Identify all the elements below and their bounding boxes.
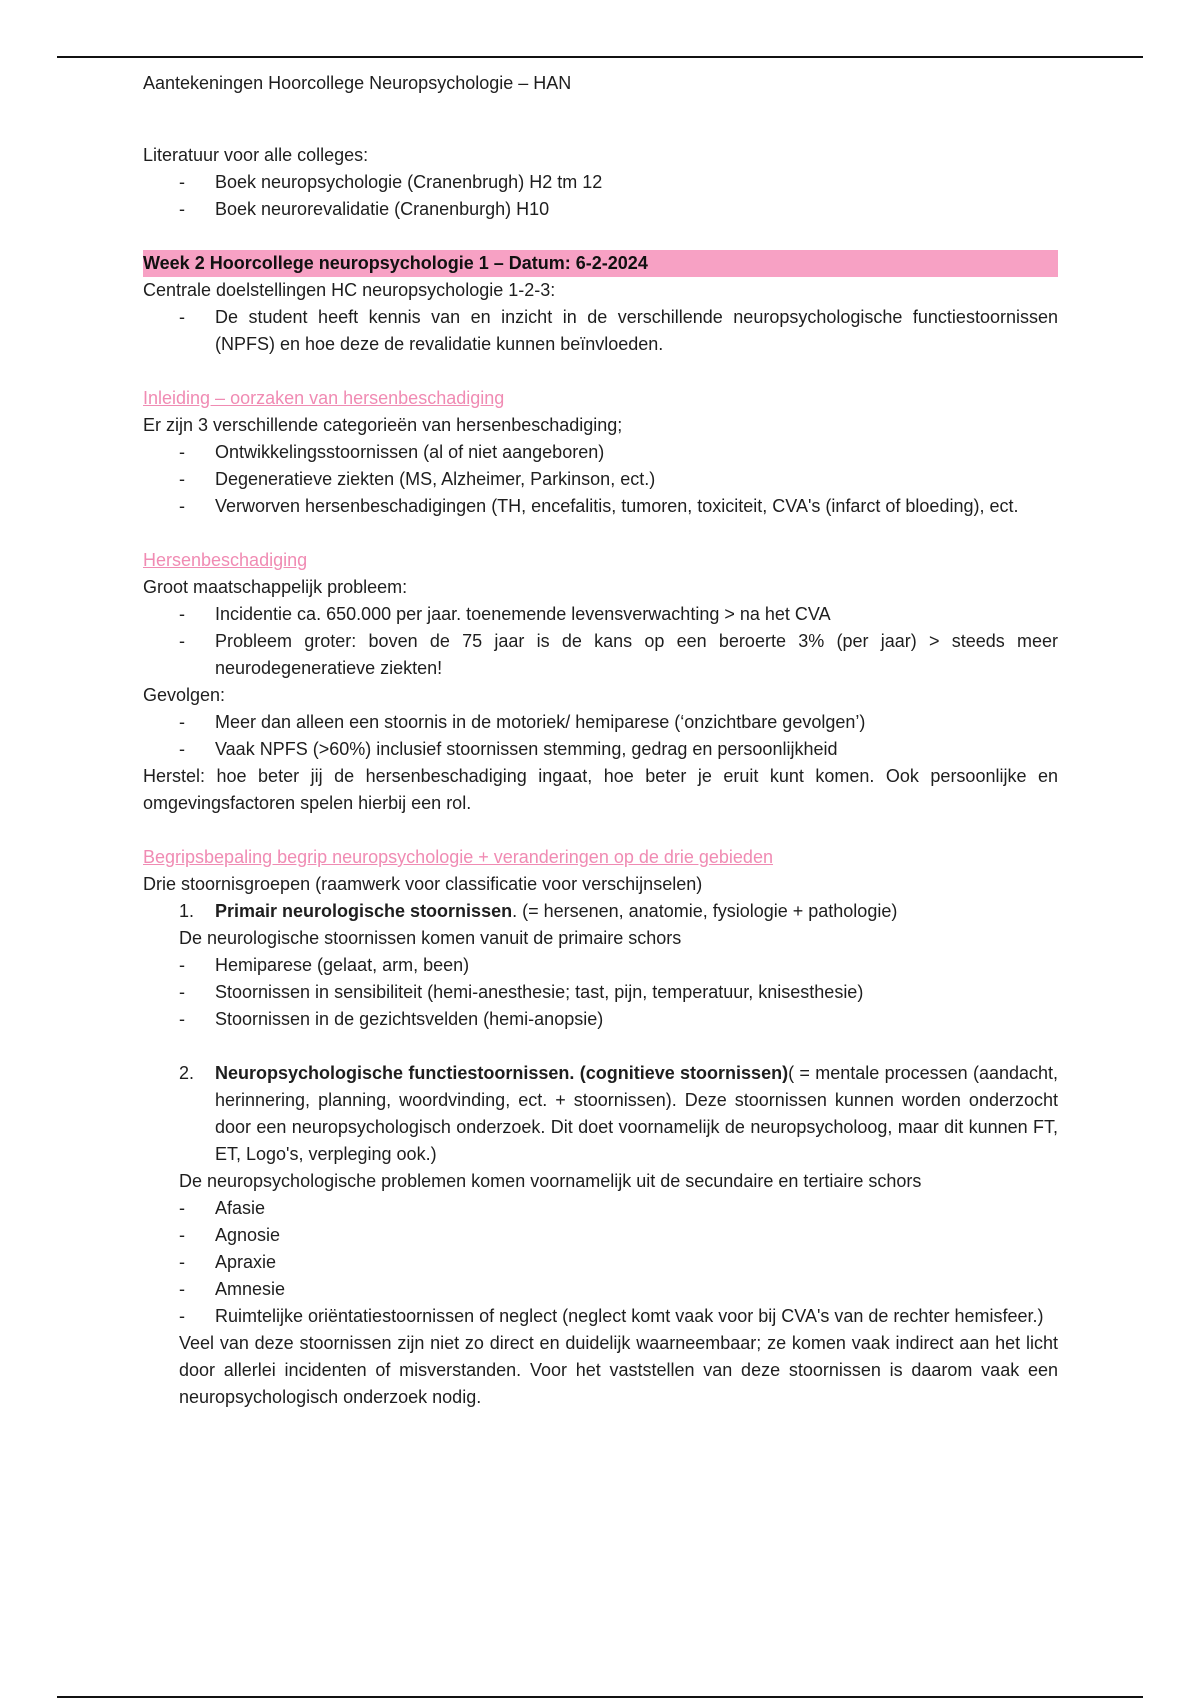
list-item: - Hemiparese (gelaat, arm, been) bbox=[179, 955, 470, 975]
bottom-rule bbox=[57, 1696, 1143, 1698]
list-item: - Vaak NPFS (>60%) inclusief stoornissen stemming, gedrag en persoonlijkheid bbox=[179, 739, 838, 759]
list-item: - Stoornissen in sensibiliteit (hemi-anesthesie; tast, pijn, temperatuur, knisesthesie) bbox=[179, 982, 864, 1002]
literature-intro: Literatuur voor alle colleges: bbox=[143, 145, 369, 165]
section-heading: Inleiding – oorzaken van hersenbeschadiging bbox=[143, 388, 505, 408]
list-item: - Afasie bbox=[179, 1198, 266, 1218]
section-intro: Drie stoornisgroepen (raamwerk voor classificatie voor verschijnselen) bbox=[143, 874, 703, 894]
numbered-item: 2. Neuropsychologische functiestoornissen. (cognitieve stoornissen)( = mentale processen (aandacht, herinnering, planning, woordvinding, ect. + stoornissen). Deze stoornissen kunnen worden onderzocht door een neuropsychologisch onderzoek. Dit doet voornamelijk de neuropsycholoog, maar dit kunnen FT, ET, Logo's, verpleging ook.) bbox=[179, 1063, 1059, 1164]
list-item: - Ontwikkelingsstoornissen (al of niet aangeboren) bbox=[179, 442, 605, 462]
list-item: - Incidentie ca. 650.000 per jaar. toenemende levensverwachting > na het CVA bbox=[179, 604, 831, 624]
herstel-paragraph: Herstel: hoe beter jij de hersenbeschadiging ingaat, hoe beter je eruit kunt komen. Ook persoonlijke en omgevingsfactoren spelen hierbij een rol. bbox=[143, 766, 1058, 813]
list-item: - Apraxie bbox=[179, 1252, 277, 1272]
section-heading: Begripsbepaling begrip neuropsychologie + veranderingen op de drie gebieden bbox=[143, 847, 773, 867]
list-item: - Verworven hersenbeschadigingen (TH, encefalitis, tumoren, toxiciteit, CVA's (infarct of bloeding), ect. bbox=[179, 496, 1019, 516]
section-heading: Hersenbeschadiging bbox=[143, 550, 308, 570]
list-item: - Ruimtelijke oriëntatiestoornissen of neglect (neglect komt vaak voor bij CVA's van de rechter hemisfeer.) bbox=[179, 1306, 1044, 1326]
section-intro: Er zijn 3 verschillende categorieën van hersenbeschadiging; bbox=[143, 415, 623, 435]
list-item: - Stoornissen in de gezichtsvelden (hemi-anopsie) bbox=[179, 1009, 604, 1029]
week-heading: Week 2 Hoorcollege neuropsychologie 1 – Datum: 6-2-2024 bbox=[143, 250, 1058, 277]
list-item: - De student heeft kennis van en inzicht in de verschillende neuropsychologische functiestoornissen (NPFS) en hoe deze de revalidatie kunnen beïnvloeden. bbox=[179, 307, 1058, 354]
document-title: Aantekeningen Hoorcollege Neuropsychologie – HAN bbox=[143, 73, 572, 93]
list-item: - Probleem groter: boven de 75 jaar is de kans op een beroerte 3% (per jaar) > steeds meer neurodegeneratieve ziekten! bbox=[179, 631, 1058, 678]
list-item: - Amnesie bbox=[179, 1279, 286, 1299]
group-sub: De neurologische stoornissen komen vanuit de primaire schors bbox=[179, 928, 682, 948]
gevolgen-label: Gevolgen: bbox=[143, 685, 226, 705]
group-sub: De neuropsychologische problemen komen voornamelijk uit de secundaire en tertiaire schors bbox=[179, 1171, 922, 1191]
document-page bbox=[143, 70, 1058, 1411]
numbered-item: 1. Primair neurologische stoornissen. (= hersenen, anatomie, fysiologie + pathologie) bbox=[179, 901, 898, 921]
list-item: - Meer dan alleen een stoornis in de motoriek/ hemiparese (‘onzichtbare gevolgen’) bbox=[179, 712, 866, 732]
list-item: - Agnosie bbox=[179, 1225, 281, 1245]
goals-intro: Centrale doelstellingen HC neuropsychologie 1-2-3: bbox=[143, 280, 556, 300]
list-item: - Boek neuropsychologie (Cranenbrugh) H2 tm 12 bbox=[179, 172, 603, 192]
list-item: - Degeneratieve ziekten (MS, Alzheimer, Parkinson, ect.) bbox=[179, 469, 656, 489]
top-rule bbox=[57, 56, 1143, 58]
list-item: - Boek neurorevalidatie (Cranenburgh) H10 bbox=[179, 199, 550, 219]
section-intro: Groot maatschappelijk probleem: bbox=[143, 577, 408, 597]
closing-paragraph: Veel van deze stoornissen zijn niet zo direct en duidelijk waarneembaar; ze komen vaak indirect aan het licht door allerlei incidenten of misverstanden. Voor het vaststellen van deze stoornissen is daarom vaak een neuropsychologisch onderzoek nodig. bbox=[179, 1333, 1058, 1407]
